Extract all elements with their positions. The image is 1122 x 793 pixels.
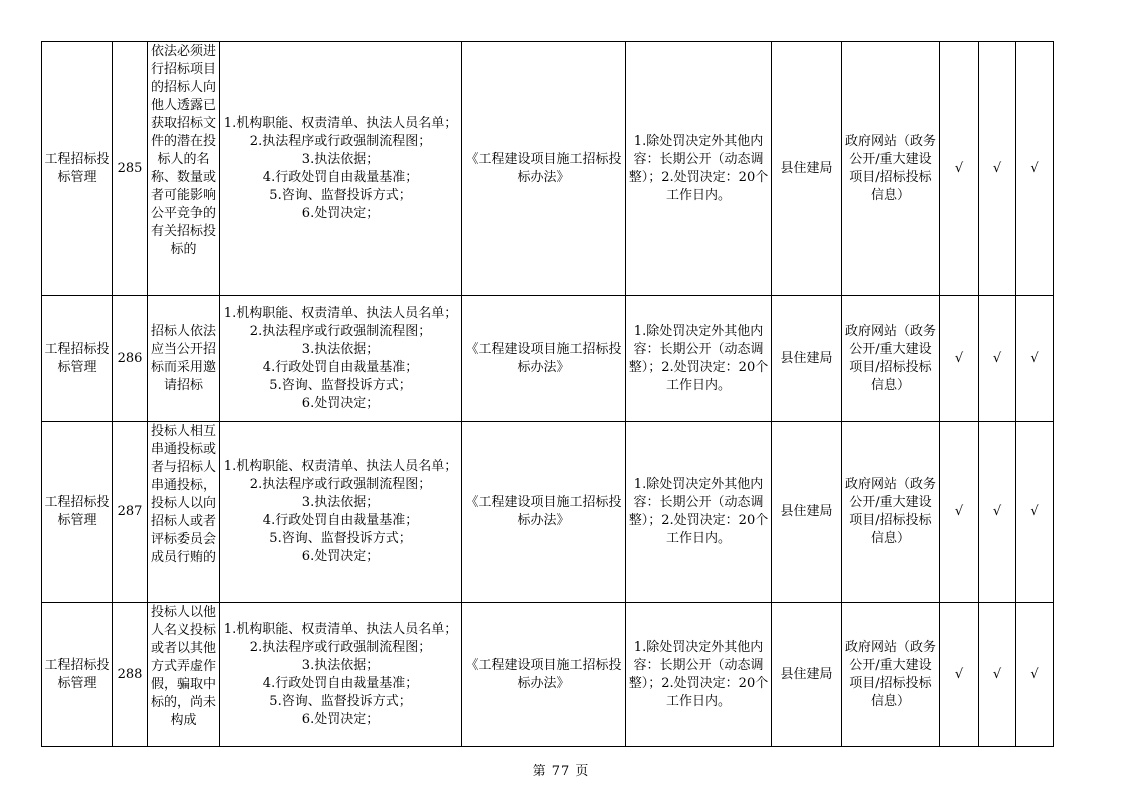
check-mark: √ [979,42,1016,296]
disclosure-channel: 政府网站（政务公开/重大建设项目/招标投标信息） [842,603,940,747]
check-mark: √ [1016,296,1054,422]
content-line: 1.机构职能、权责清单、执法人员名单； [223,115,458,131]
category-cell: 工程招标投标管理 [42,296,113,422]
item-number: 285 [113,42,148,296]
disclosure-period: 1.除处罚决定外其他内容：长期公开（动态调整）；2.处罚决定：20个工作日内。 [626,42,772,296]
disclosure-content [220,42,462,296]
check-mark: √ [979,422,1016,603]
disclosure-period: 1.除处罚决定外其他内容：长期公开（动态调整）；2.处罚决定：20个工作日内。 [626,296,772,422]
disclosure-subject: 县住建局 [772,422,842,603]
content-line: 5.咨询、监督投诉方式； [269,531,412,546]
disclosure-channel: 政府网站（政务公开/重大建设项目/招标投标信息） [842,422,940,603]
category-cell: 工程招标投标管理 [42,422,113,603]
disclosure-content [220,296,462,422]
content-line: 5.咨询、监督投诉方式； [269,187,412,203]
content-line: 3.执法依据； [301,495,380,510]
content-line: 4.行政处罚自由裁量基准； [262,675,419,691]
content-line: 3.执法依据； [301,657,380,673]
check-mark: √ [1016,422,1054,603]
table-row [42,422,1054,603]
check-mark: √ [979,296,1016,422]
content-line: 3.执法依据； [301,151,380,167]
disclosure-content [220,422,462,603]
check-mark: √ [940,422,979,603]
check-mark: √ [940,603,979,747]
disclosure-period: 1.除处罚决定外其他内容：长期公开（动态调整）；2.处罚决定：20个工作日内。 [626,422,772,603]
item-name [148,603,220,747]
content-line: 3.执法依据； [301,341,380,357]
disclosure-channel: 政府网站（政务公开/重大建设项目/招标投标信息） [842,42,940,296]
item-number: 288 [113,603,148,747]
item-number: 287 [113,422,148,603]
disclosure-subject: 县住建局 [772,296,842,422]
legal-basis: 《工程建设项目施工招标投标办法》 [462,603,626,747]
content-line: 2.执法程序或行政强制流程图； [249,639,432,655]
content-line: 6.处罚决定； [301,711,380,727]
check-mark: √ [1016,603,1054,747]
item-number: 286 [113,296,148,422]
disclosure-channel: 政府网站（政务公开/重大建设项目/招标投标信息） [842,296,940,422]
item-name [148,422,220,603]
item-name-text: 投标人相互串通投标或者与招标人串通投标，投标人以向招标人或者评标委员会成员行贿的 [150,423,216,565]
item-name-text: 依法必须进行招标项目的招标人向他人透露已获取招标文件的潜在投标人的名称、数量或者可能影响公平竞争的有关招标投标的 [150,43,216,257]
content-line: 6.处罚决定； [301,395,380,411]
category-cell: 工程招标投标管理 [42,603,113,747]
content-line: 5.咨询、监督投诉方式； [269,693,412,709]
check-mark: √ [1016,42,1054,296]
disclosure-table [41,41,1054,747]
content-line: 2.执法程序或行政强制流程图； [249,477,432,492]
page-number: 第 77 页 [532,764,590,779]
item-name: 招标人依法应当公开招标而采用邀请招标 [148,296,220,422]
table-row [42,42,1054,296]
content-line: 2.执法程序或行政强制流程图； [249,323,432,339]
legal-basis: 《工程建设项目施工招标投标办法》 [462,42,626,296]
disclosure-subject: 县住建局 [772,42,842,296]
table-row [42,296,1054,422]
category-cell: 工程招标投标管理 [42,42,113,296]
check-mark: √ [940,42,979,296]
content-line: 4.行政处罚自由裁量基准； [262,169,419,185]
check-mark: √ [979,603,1016,747]
table-row [42,603,1054,747]
content-line: 6.处罚决定； [301,549,380,564]
content-line: 4.行政处罚自由裁量基准； [262,359,419,375]
content-line: 2.执法程序或行政强制流程图； [249,133,432,149]
disclosure-content [220,603,462,747]
legal-basis: 《工程建设项目施工招标投标办法》 [462,422,626,603]
content-line: 6.处罚决定； [301,205,380,221]
disclosure-period: 1.除处罚决定外其他内容：长期公开（动态调整）；2.处罚决定：20个工作日内。 [626,603,772,747]
disclosure-subject: 县住建局 [772,603,842,747]
content-line: 1.机构职能、权责清单、执法人员名单； [223,305,458,321]
legal-basis: 《工程建设项目施工招标投标办法》 [462,296,626,422]
item-name-text: 投标人以他人名义投标或者以其他方式弄虚作假，骗取中标的，尚未构成 [150,604,216,728]
check-mark: √ [940,296,979,422]
content-line: 4.行政处罚自由裁量基准； [262,513,419,528]
item-name [148,42,220,296]
content-line: 1.机构职能、权责清单、执法人员名单； [223,621,458,637]
content-line: 1.机构职能、权责清单、执法人员名单； [223,459,458,474]
content-line: 5.咨询、监督投诉方式； [269,377,412,393]
